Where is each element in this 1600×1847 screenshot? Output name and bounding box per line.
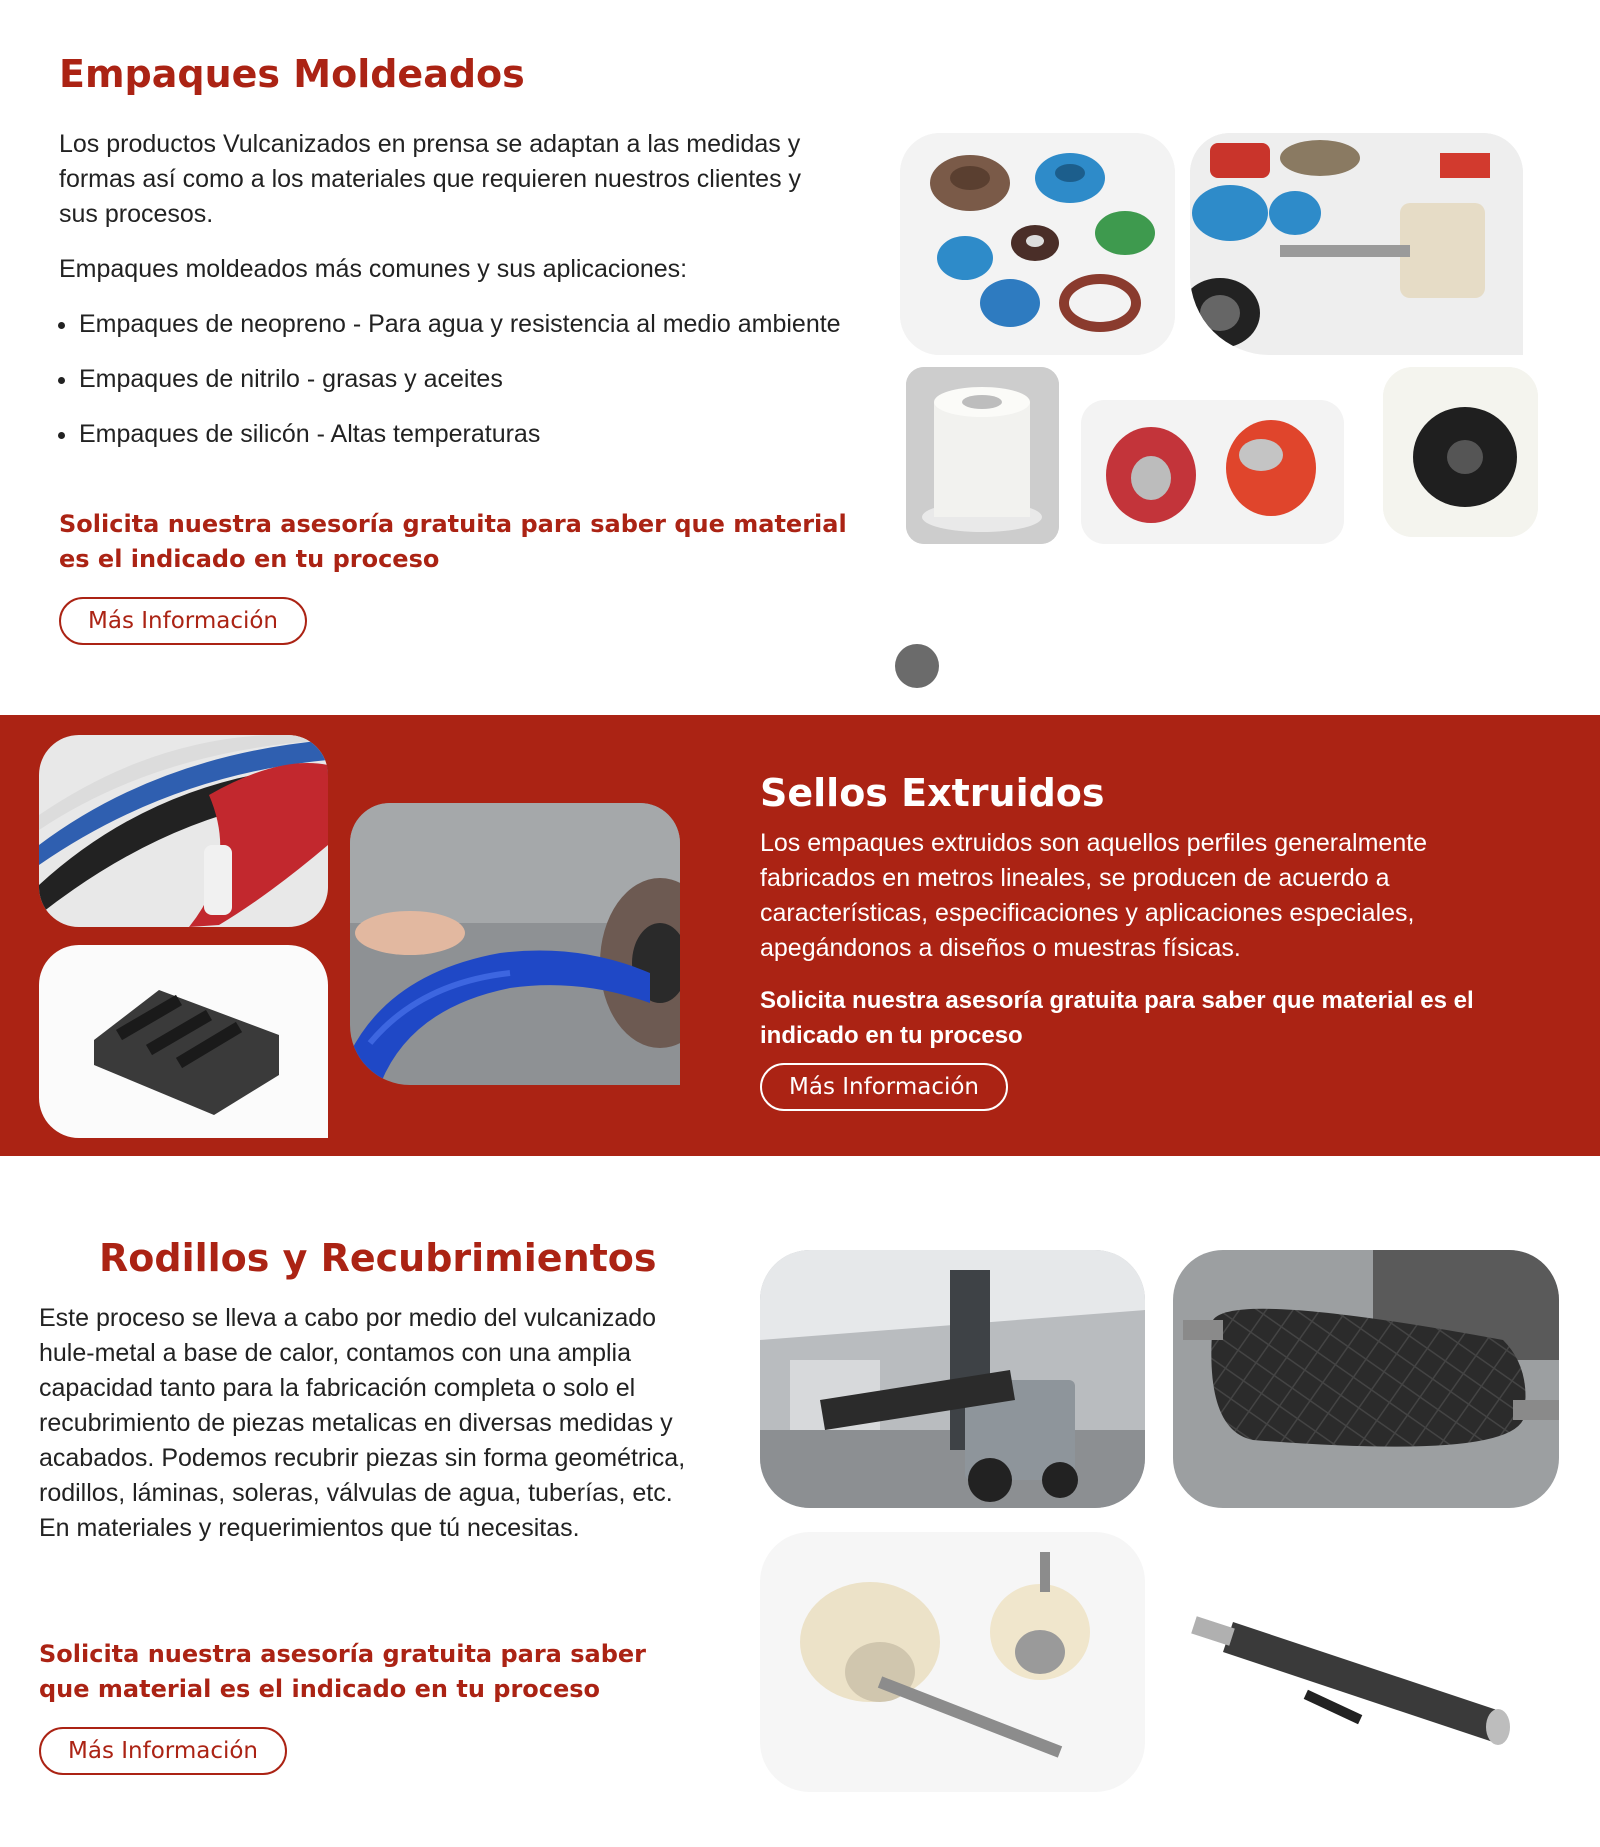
rollers-cta: Solicita nuestra asesoría gratuita para saber que material es el indicado en tu proceso bbox=[39, 1640, 646, 1703]
molded-title: Empaques Moldeados bbox=[59, 52, 525, 96]
scroll-indicator-dot[interactable] bbox=[895, 644, 939, 688]
extruded-cta: Solicita nuestra asesoría gratuita para saber que material es el indicado en tu proceso bbox=[760, 987, 1474, 1049]
molded-roller-parts-image bbox=[1190, 133, 1523, 355]
extruded-seal-profiles-image bbox=[39, 735, 328, 927]
extruded-blue-hose-image bbox=[350, 803, 680, 1085]
list-item: • Empaques de nitrilo - grasas y aceites bbox=[79, 362, 869, 397]
molded-intro: Los productos Vulcanizados en prensa se adaptan a las medidas y formas así como a los materiales que requieren nuestros clientes y sus procesos. bbox=[59, 130, 802, 228]
extruded-description: Los empaques extruidos son aquellos perfiles generalmente fabricados en metros lineales, se producen de acuerdo a características, especificaciones y aplicaciones especiales, apegándonos a diseños o muestras físicas. bbox=[760, 829, 1428, 962]
molded-applications-list bbox=[59, 307, 869, 472]
molded-parts-image bbox=[900, 133, 1175, 355]
molded-white-bushing-image bbox=[906, 367, 1059, 544]
molded-list-heading: Empaques moldeados más comunes y sus aplicaciones: bbox=[59, 255, 688, 283]
list-item: • Empaques de silicón - Altas temperaturas bbox=[79, 417, 869, 452]
extruded-black-profile-image bbox=[39, 945, 328, 1138]
rollers-description: Este proceso se lleva a cabo por medio del vulcanizado hule-metal a base de calor, contamos con una amplia capacidad tanto para la fabricación completa o solo el recubrimiento de piezas metalicas en diversas medidas y acabados. Podemos recubrir piezas sin forma geométrica, rodillos, láminas, soleras, válvulas de agua, tuberías, etc. En materiales y requerimientos que tú necesitas. bbox=[39, 1304, 686, 1542]
molded-black-wheel-image bbox=[1383, 367, 1538, 537]
list-item: • Empaques de neopreno - Para agua y resistencia al medio ambiente bbox=[79, 307, 869, 342]
molded-red-rollers-image bbox=[1081, 400, 1344, 544]
molded-cta: Solicita nuestra asesoría gratuita para saber que material es el indicado en tu proceso bbox=[59, 510, 847, 573]
rollers-more-info-button[interactable]: Más Información bbox=[39, 1727, 287, 1775]
rollers-title: Rodillos y Recubrimientos bbox=[99, 1236, 657, 1280]
rollers-forklift-image bbox=[760, 1250, 1145, 1508]
rollers-beige-rollers-image bbox=[760, 1532, 1145, 1792]
rollers-diamond-roller-image bbox=[1173, 1250, 1559, 1508]
molded-more-info-button[interactable]: Más Información bbox=[59, 597, 307, 645]
extruded-more-info-button[interactable]: Más Información bbox=[760, 1063, 1008, 1111]
rollers-rubber-roller-image bbox=[1173, 1532, 1559, 1792]
extruded-title: Sellos Extruidos bbox=[760, 771, 1105, 815]
extruded-section bbox=[0, 715, 1600, 1156]
